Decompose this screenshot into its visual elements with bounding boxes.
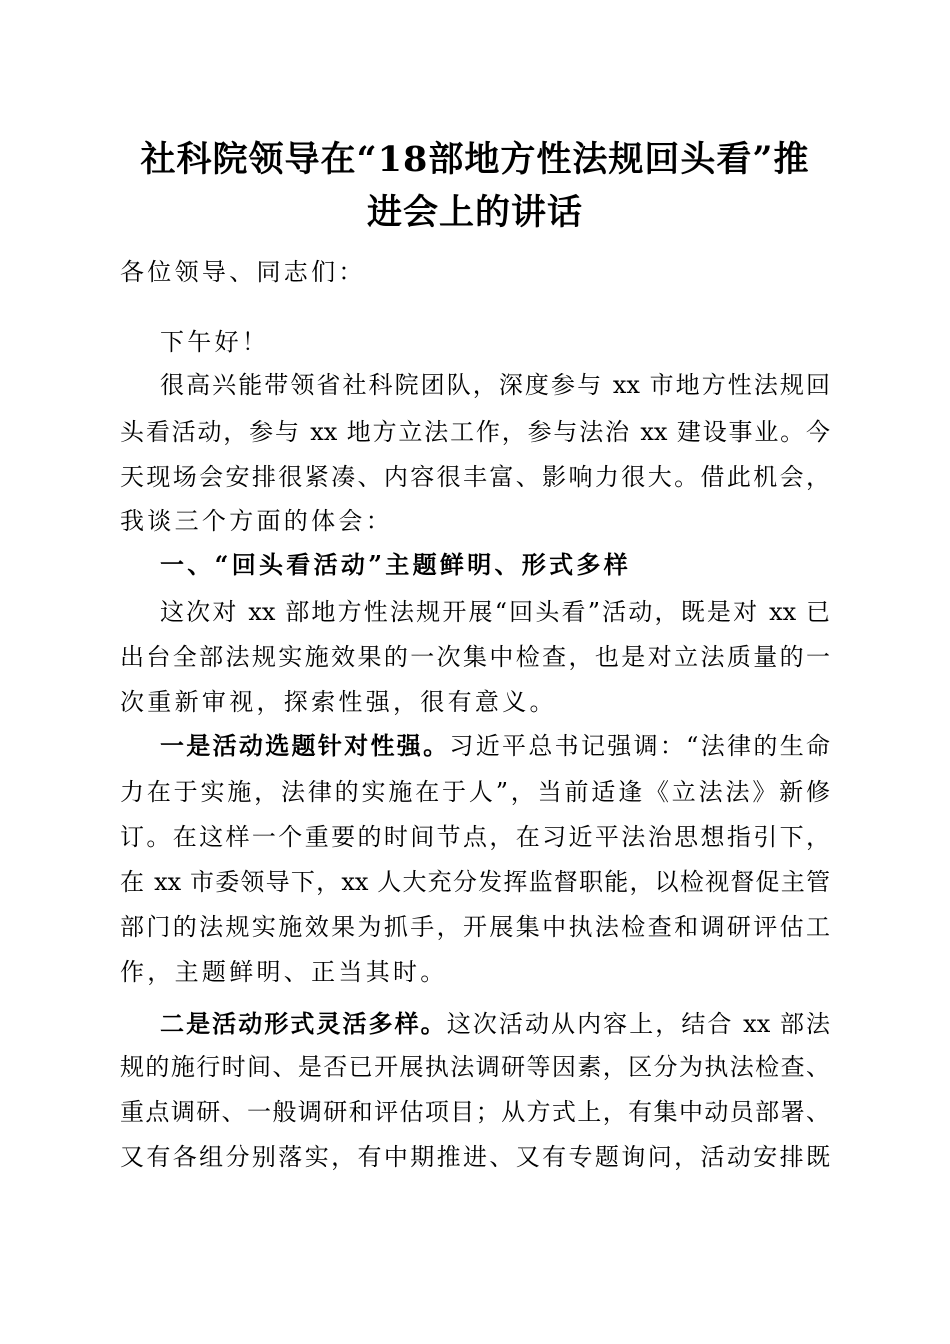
- lead-phrase: 一是活动选题针对性强。: [160, 731, 450, 760]
- paragraph-line: 头看活动，参与 xx 地方立法工作，参与法治 xx 建设事业。今: [120, 418, 830, 446]
- paragraph-line: 规的施行时间、是否已开展执法调研等因素，区分为执法检查、: [120, 1053, 830, 1081]
- paragraph-line: 部门的法规实施效果为抓手，开展集中执法检查和调研评估工: [120, 913, 830, 941]
- title-line: 社科院领导在“18部地方性法规回头看”推: [140, 139, 810, 180]
- title-line: 进会上的讲话: [366, 192, 583, 233]
- greeting: 下午好！: [160, 328, 270, 356]
- paragraph-line: 很高兴能带领省社科院团队，深度参与 xx 市地方性法规回: [160, 371, 830, 399]
- paragraph-text: 这次活动从内容上，结合 xx 部法: [446, 1010, 831, 1038]
- section-heading: 一、“回头看活动”主题鲜明、形式多样: [160, 550, 632, 579]
- paragraph-text: 习近平总书记强调：“法律的生命: [449, 732, 830, 760]
- paragraph-line: 这次对 xx 部地方性法规开展“回头看”活动，既是对 xx 已: [160, 598, 830, 626]
- paragraph-line: 在 xx 市委领导下，xx 人大充分发挥监督职能，以检视督促主管: [120, 868, 830, 896]
- paragraph-line: 天现场会安排很紧凑、内容很丰富、影响力很大。借此机会，: [120, 463, 830, 491]
- paragraph-line-with-lead: [120, 726, 830, 766]
- paragraph-line: 出台全部法规实施效果的一次集中检查，也是对立法质量的一: [120, 643, 830, 671]
- paragraph-line: 订。在这样一个重要的时间节点，在习近平法治思想指引下，: [120, 823, 830, 851]
- paragraph-line: 我谈三个方面的体会：: [120, 507, 393, 535]
- paragraph-line: 次重新审视，探索性强，很有意义。: [120, 688, 557, 716]
- lead-phrase: 二是活动形式灵活多样。: [160, 1009, 447, 1038]
- document-title: [120, 133, 830, 239]
- paragraph-line: 力在于实施，法律的实施在于人”，当前适逢《立法法》新修: [120, 778, 830, 806]
- paragraph-line: 重点调研、一般调研和评估项目；从方式上，有集中动员部署、: [120, 1098, 830, 1126]
- paragraph-line: 又有各组分别落实，有中期推进、又有专题询问，活动安排既: [120, 1143, 830, 1171]
- salutation: 各位领导、同志们：: [120, 258, 366, 286]
- paragraph-line-with-lead: [120, 1004, 830, 1044]
- paragraph-line: 作，主题鲜明、正当其时。: [120, 958, 448, 986]
